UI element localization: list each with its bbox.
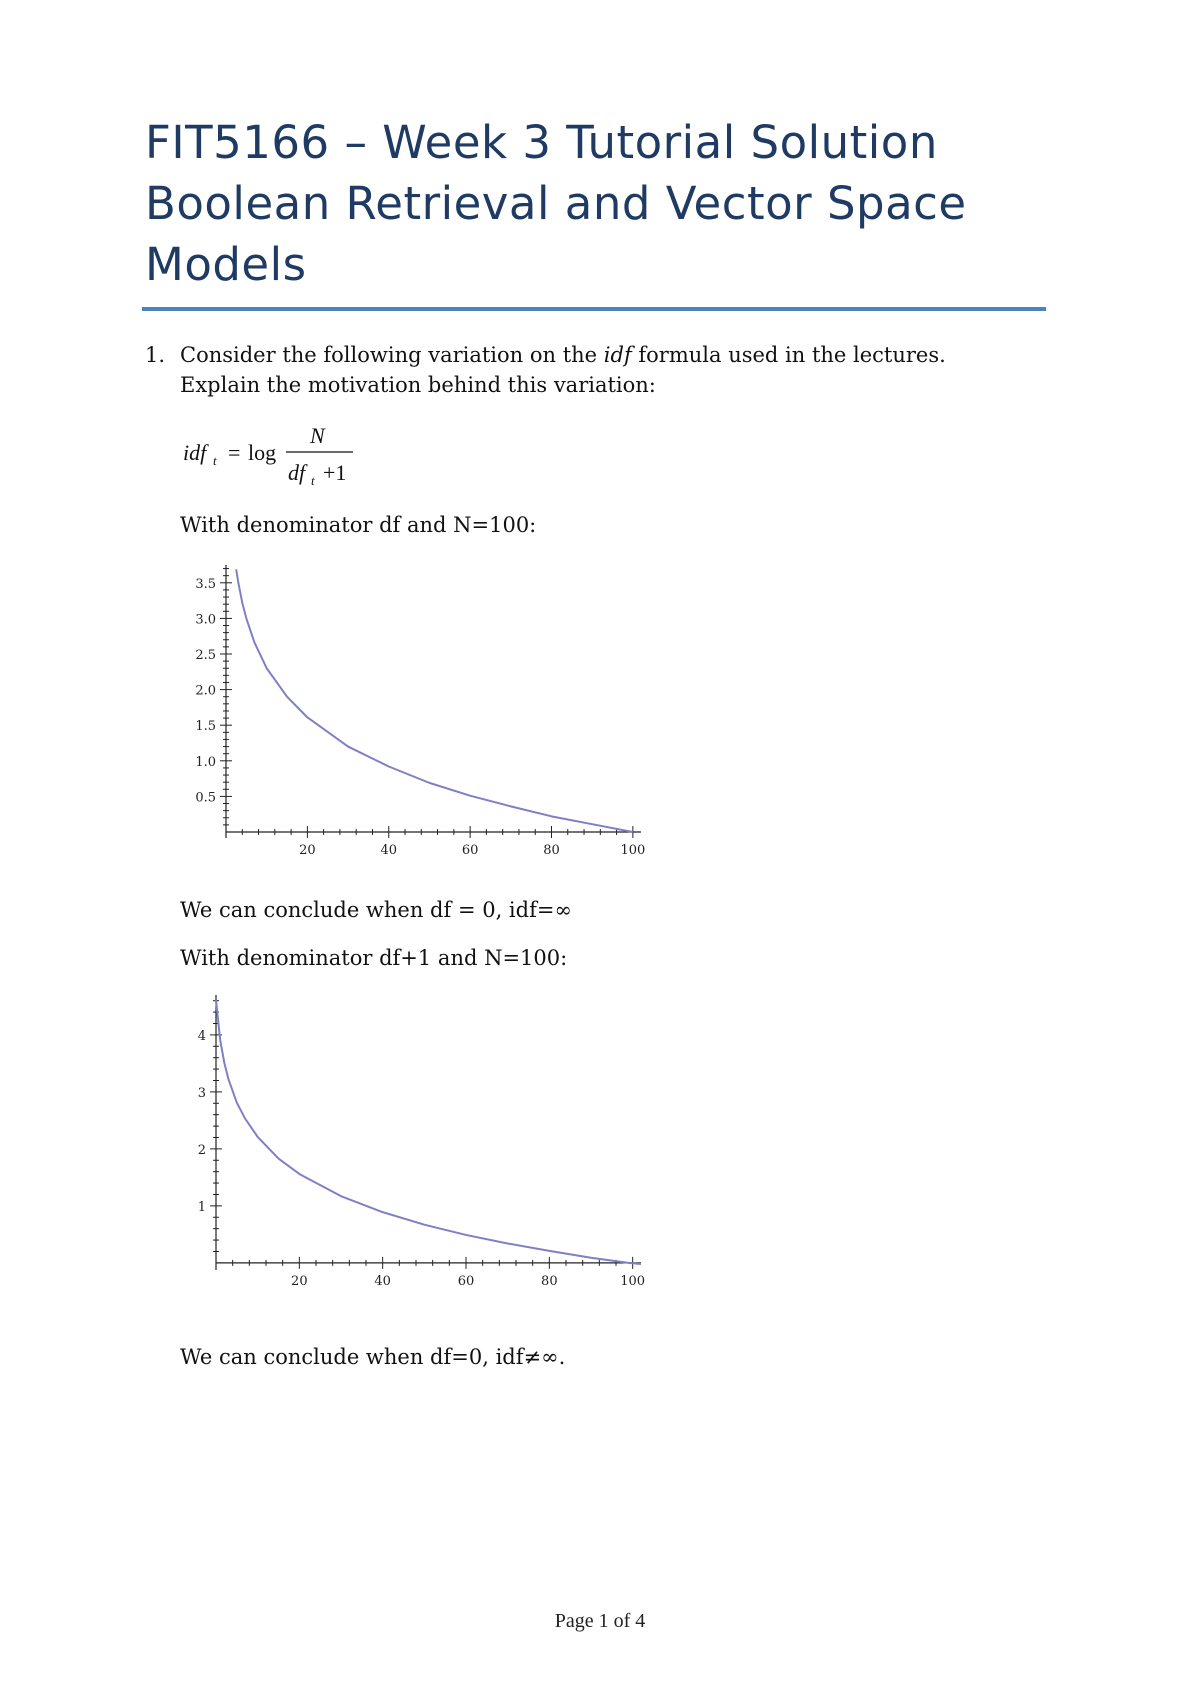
question-line-2: Explain the motivation behind this variation: bbox=[180, 373, 656, 397]
formula-numerator: N bbox=[310, 423, 325, 448]
formula-denominator-plus: +1 bbox=[323, 460, 347, 485]
idf-chart-df-plus-one bbox=[180, 995, 670, 1295]
formula-denominator: df bbox=[288, 460, 306, 485]
x-tick-label: 100 bbox=[620, 843, 646, 858]
y-tick-label: 3.5 bbox=[195, 576, 216, 592]
y-tick-label: 2.5 bbox=[195, 648, 216, 663]
y-tick-label: 3 bbox=[197, 1085, 206, 1101]
chart2-conclusion: We can conclude when df=0, idf≠∞. bbox=[180, 1345, 566, 1369]
y-tick-label: 0.5 bbox=[195, 790, 216, 806]
title-line-1: FIT5166 – Week 3 Tutorial Solution bbox=[145, 116, 938, 169]
title-underline bbox=[142, 307, 1046, 311]
x-tick-label: 60 bbox=[461, 843, 479, 858]
question-number: 1. bbox=[145, 343, 166, 367]
formula-equals: = bbox=[228, 440, 241, 465]
chart1-intro: With denominator df and N=100: bbox=[180, 513, 537, 537]
y-tick-label: 3.0 bbox=[195, 612, 216, 628]
idf-formula bbox=[183, 420, 383, 490]
x-tick-label: 100 bbox=[620, 1273, 646, 1289]
question-line-1-end: formula used in the lectures. bbox=[631, 343, 946, 367]
formula-lhs: idf bbox=[183, 440, 207, 465]
series-line bbox=[216, 1000, 641, 1264]
y-tick-label: 1.0 bbox=[195, 754, 216, 770]
formula-denominator-sub: t bbox=[311, 473, 315, 488]
y-tick-label: 2.0 bbox=[195, 683, 216, 699]
document-title bbox=[145, 112, 1045, 295]
question-line-1 bbox=[180, 340, 1040, 370]
page-footer: Page 1 of 4 bbox=[554, 1610, 646, 1632]
formula-lhs-sub: t bbox=[213, 453, 217, 468]
chart2-intro: With denominator df+1 and N=100: bbox=[180, 946, 568, 970]
y-tick-label: 1 bbox=[197, 1199, 206, 1215]
chart1-conclusion: We can conclude when df = 0, idf=∞ bbox=[180, 898, 572, 922]
question-line-1-start: Consider the following variation on the bbox=[180, 343, 604, 367]
idf-chart-df bbox=[180, 565, 670, 865]
title-line-2: Boolean Retrieval and Vector Space bbox=[145, 177, 967, 230]
x-tick-label: 40 bbox=[374, 1273, 391, 1289]
x-tick-label: 20 bbox=[291, 1273, 308, 1289]
series-line bbox=[236, 569, 633, 832]
question-text bbox=[180, 340, 1040, 400]
x-tick-label: 40 bbox=[380, 843, 398, 858]
formula-log: log bbox=[248, 440, 277, 465]
y-tick-label: 4 bbox=[197, 1028, 206, 1044]
x-tick-label: 60 bbox=[457, 1273, 475, 1289]
question-idf-italic: idf bbox=[603, 343, 632, 367]
y-tick-label: 2 bbox=[197, 1142, 206, 1158]
x-tick-label: 20 bbox=[299, 843, 316, 858]
x-tick-label: 80 bbox=[543, 843, 560, 858]
title-line-3: Models bbox=[145, 238, 307, 291]
y-tick-label: 1.5 bbox=[195, 719, 216, 735]
x-tick-label: 80 bbox=[541, 1273, 558, 1289]
